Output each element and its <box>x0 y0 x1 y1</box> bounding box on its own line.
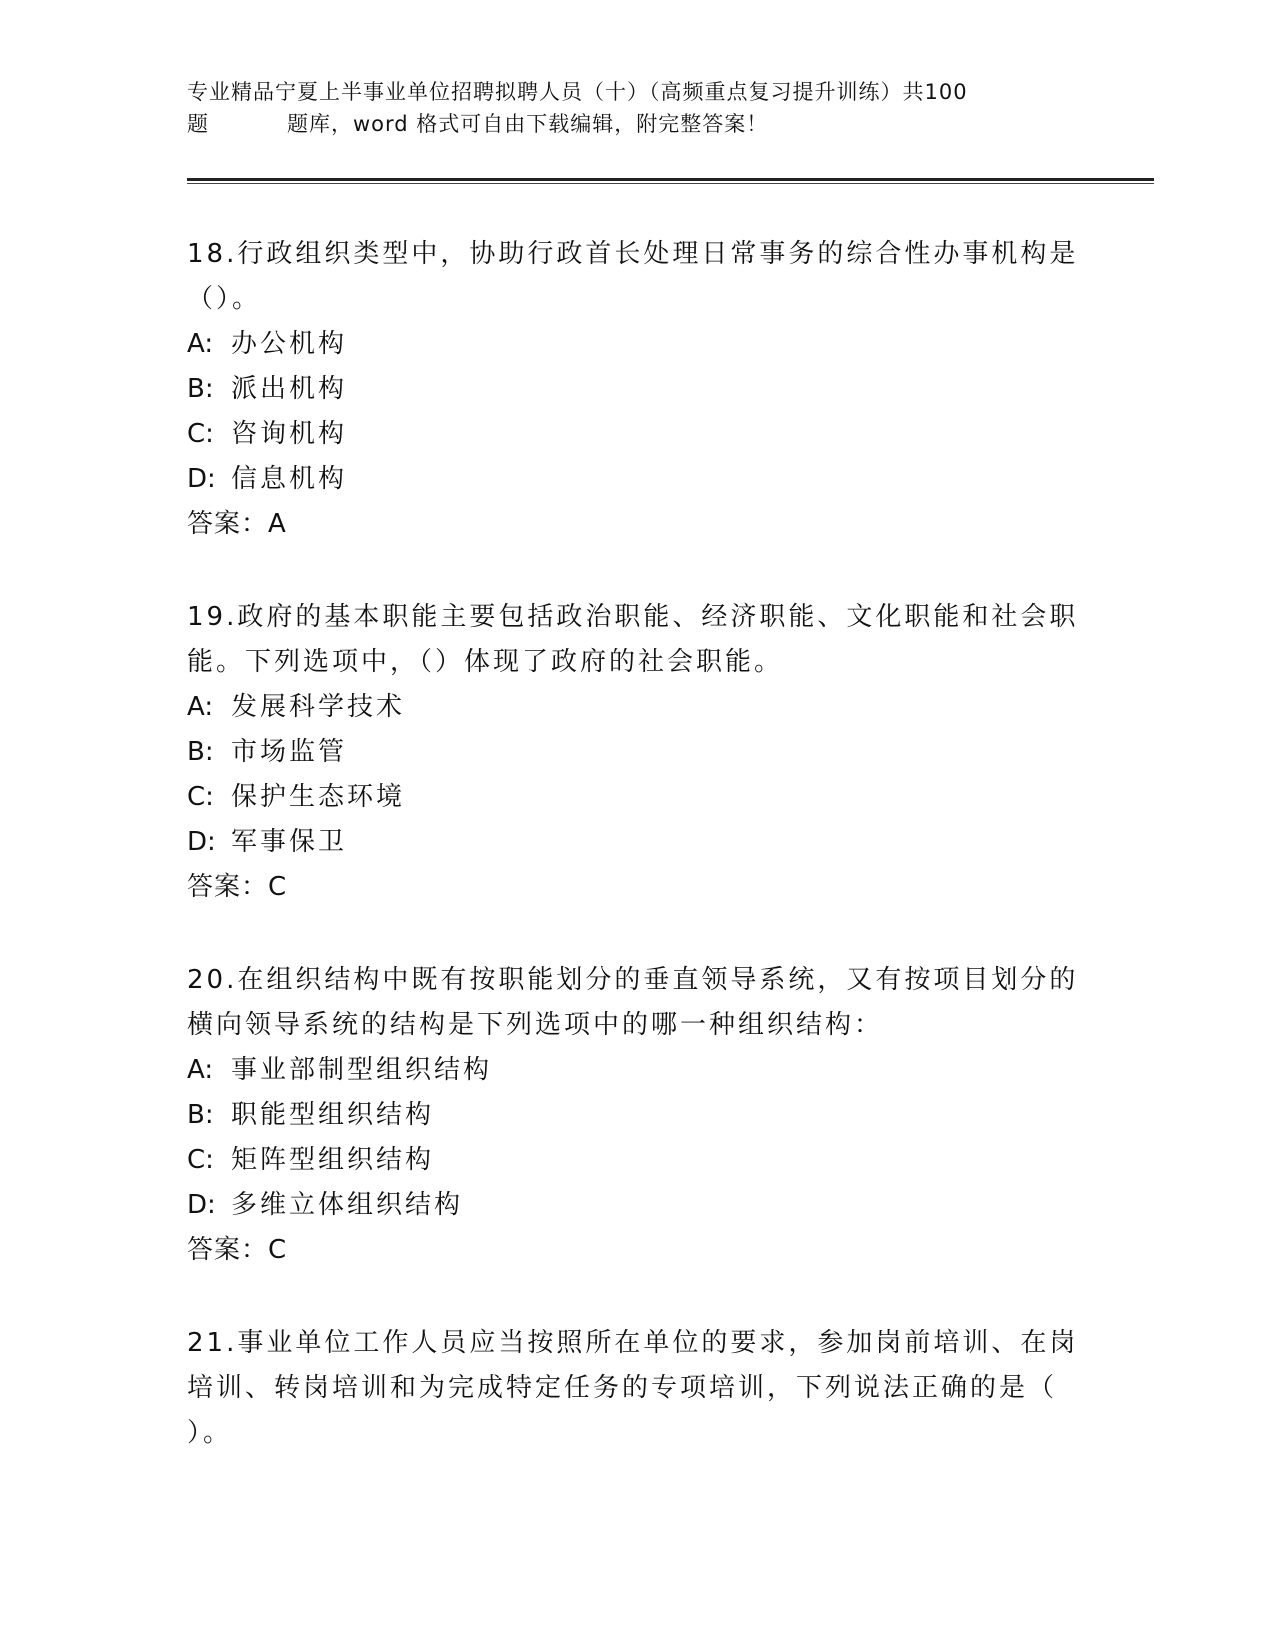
option-text: 职能型组织结构 <box>231 1100 435 1130</box>
option-text: 发展科学技术 <box>231 692 406 722</box>
question-21 <box>187 1321 1087 1456</box>
option-b <box>187 730 1087 775</box>
option-c <box>187 412 1087 457</box>
option-text: 军事保卫 <box>231 827 348 857</box>
option-letter: B: <box>187 737 214 767</box>
question-text-line: 19.政府的基本职能主要包括政治职能、经济职能、文化职能和社会职 <box>187 602 1079 632</box>
option-letter: B: <box>187 1100 214 1130</box>
option-b <box>187 367 1087 412</box>
question-text-line: （）。 <box>187 284 262 314</box>
option-d <box>187 457 1087 502</box>
option-a <box>187 322 1087 367</box>
option-letter: A: <box>187 1055 214 1085</box>
option-letter: B: <box>187 374 214 404</box>
option-letter: D: <box>187 827 216 857</box>
answer-line: 答案：A <box>187 509 287 539</box>
question-text-line: 21.事业单位工作人员应当按照所在单位的要求，参加岗前培训、在岗 <box>187 1328 1079 1358</box>
answer-line: 答案：C <box>187 872 288 902</box>
option-letter: C: <box>187 782 214 812</box>
option-text: 市场监管 <box>231 737 348 767</box>
option-text: 咨询机构 <box>231 419 348 449</box>
question-text-line: 能。下列选项中，（）体现了政府的社会职能。 <box>187 647 784 677</box>
header-subtitle-line <box>187 108 1087 140</box>
option-letter: C: <box>187 1145 214 1175</box>
option-letter: A: <box>187 329 214 359</box>
document-header <box>187 76 1087 140</box>
option-letter: A: <box>187 692 214 722</box>
question-18 <box>187 232 1087 547</box>
question-text-line: 20.在组织结构中既有按职能划分的垂直领导系统，又有按项目划分的 <box>187 965 1079 995</box>
option-c <box>187 1138 1087 1183</box>
option-text: 派出机构 <box>231 374 348 404</box>
question-19 <box>187 595 1087 910</box>
option-text: 保护生态环境 <box>231 782 406 812</box>
header-divider-thick <box>187 178 1154 181</box>
option-text: 矩阵型组织结构 <box>231 1145 435 1175</box>
question-text-line: 培训、转岗培训和为完成特定任务的专项培训，下列说法正确的是（ <box>187 1373 1058 1403</box>
answer-line: 答案：C <box>187 1235 288 1265</box>
option-a <box>187 685 1087 730</box>
option-letter: C: <box>187 419 214 449</box>
option-b <box>187 1093 1087 1138</box>
option-d <box>187 1183 1087 1228</box>
question-text-line: ）。 <box>187 1418 233 1448</box>
question-20 <box>187 958 1087 1273</box>
option-text: 多维立体组织结构 <box>231 1190 464 1220</box>
question-text-line: 横向领导系统的结构是下列选项中的哪一种组织结构： <box>187 1010 884 1040</box>
option-text: 信息机构 <box>231 464 348 494</box>
option-text: 事业部制型组织结构 <box>231 1055 493 1085</box>
header-title-line: 专业精品宁夏上半事业单位招聘拟聘人员（十）（高频重点复习提升训练）共100 <box>187 80 968 104</box>
option-a <box>187 1048 1087 1093</box>
option-text: 办公机构 <box>231 329 348 359</box>
header-subtitle-right: 题库，word 格式可自由下载编辑，附完整答案！ <box>287 112 769 136</box>
option-letter: D: <box>187 464 216 494</box>
question-text-line: 18.行政组织类型中，协助行政首长处理日常事务的综合性办事机构是 <box>187 239 1079 269</box>
option-d <box>187 820 1087 865</box>
option-c <box>187 775 1087 820</box>
option-letter: D: <box>187 1190 216 1220</box>
header-divider-thin <box>187 183 1154 184</box>
header-subtitle-left: 题 <box>187 112 209 136</box>
